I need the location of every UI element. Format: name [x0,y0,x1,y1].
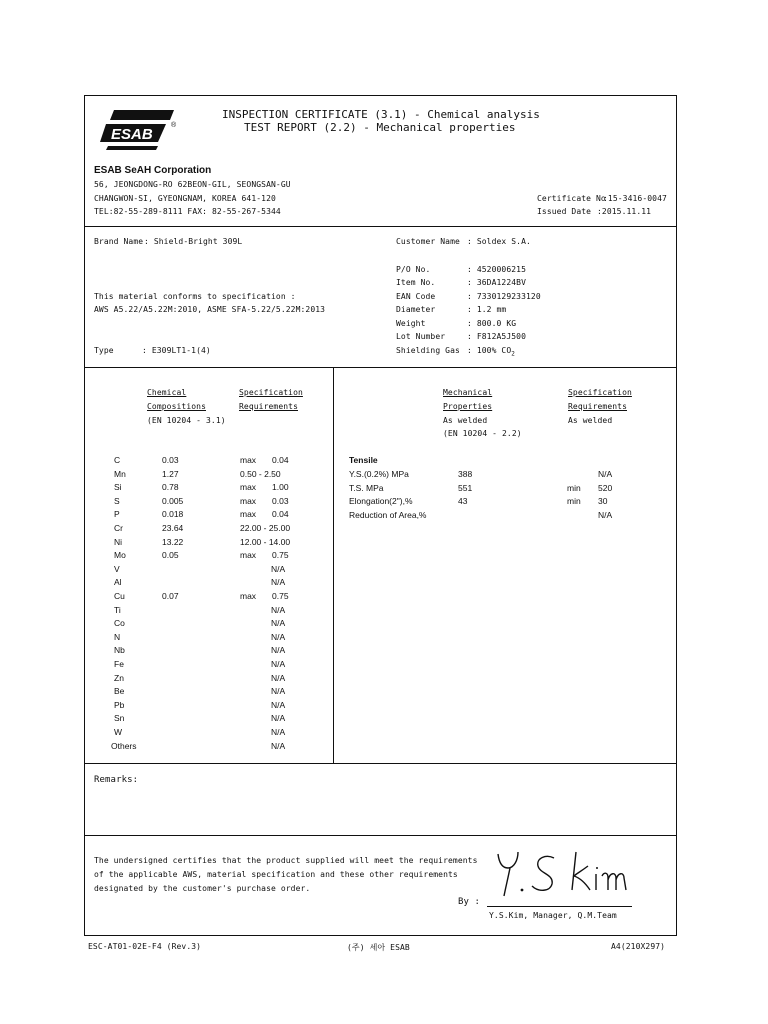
mech-spec-value: N/A [598,510,613,520]
by-label: By : [458,897,481,907]
mech-property: T.S. MPa [349,483,384,493]
po-value: : 4520006215 [467,265,526,274]
chem-value: 0.78 [162,482,179,492]
chem-element: Al [114,577,122,587]
logo-text: ESAB [111,126,153,143]
divider-remarks [84,835,677,836]
diameter-value: : 1.2 mm [467,305,507,314]
chem-spec-prefix: max [240,591,257,601]
mech-property: Elongation(2"),% [349,496,413,506]
chem-element: S [114,496,120,506]
ean-label: EAN Code [396,292,436,301]
chem-element: Others [111,741,137,751]
chem-head-chemical: Chemical [147,388,187,397]
chem-element: Mo [114,550,126,560]
divider-column [333,367,334,763]
mech-head-req: Requirements [568,402,627,411]
chem-element: Fe [114,659,124,669]
chem-value: 1.27 [162,469,179,479]
chem-spec-value: N/A [271,686,286,696]
ean-value: : 7330129233120 [467,292,541,301]
chem-spec-prefix: max [240,550,257,560]
chem-spec-value: N/A [271,577,286,587]
divider-header [84,226,677,227]
mech-spec-prefix: min [567,496,581,506]
chem-spec-prefix: max [240,509,257,519]
mech-head-properties: Properties [443,402,493,411]
chem-head-compositions: Compositions [147,402,206,411]
title-line2: TEST REPORT (2.2) - Mechanical properties [244,121,516,134]
chem-spec-value: 0.03 [272,496,289,506]
divider-product [84,367,677,368]
chem-element: Nb [114,645,125,655]
mech-spec-value: 520 [598,483,613,493]
certify-line1: The undersigned certifies that the product supplied will meet the requirements [94,856,478,865]
issued-value: :2015.11.11 [597,207,652,216]
chem-value: 13.22 [162,537,184,547]
conforms-line1: This material conforms to specification : [94,292,296,301]
gas-label: Shielding Gas [396,346,460,355]
handwritten-signature [492,846,642,902]
chem-spec-value: N/A [271,605,286,615]
chem-head-en: (EN 10204 - 3.1) [147,416,226,425]
conforms-line2: AWS A5.22/A5.22M:2010, ASME SFA-5.22/5.22M:2013 [94,305,326,314]
chem-value: 23.64 [162,523,184,533]
chem-value: 0.05 [162,550,179,560]
brand-label: Brand Name [94,237,144,246]
chem-element: Ti [114,605,121,615]
footer-paper-size: A4(210X297) [611,942,666,951]
chem-element: Mn [114,469,126,479]
esab-logo [100,108,178,152]
certify-line3: designated by the customer's purchase order. [94,884,311,893]
brand-value: : Shield-Bright 309L [144,237,243,246]
chem-spec-value: 1.00 [272,482,289,492]
signer-name: Y.S.Kim, Manager, Q.M.Team [489,911,617,920]
chem-element: Cu [114,591,125,601]
mech-property: Reduction of Area,% [349,510,427,520]
address-line1: 56, JEONGDONG-RO 62BEON-GIL, SEONGSAN-GU [94,180,291,189]
mech-value: 551 [458,483,473,493]
chem-spec-prefix: max [240,482,257,492]
mech-spec-prefix: min [567,483,581,493]
chem-element: Sn [114,713,125,723]
certify-line2: of the applicable AWS, material specification and these other requirements [94,870,458,879]
type-value: : E309LT1-1(4) [142,346,211,355]
chem-value: 0.005 [162,496,184,506]
chem-spec-value: N/A [271,632,286,642]
chem-element: Si [114,482,122,492]
chem-value: 0.03 [162,455,179,465]
mech-head-aswelded: As welded [443,416,488,425]
chem-value: 0.07 [162,591,179,601]
tel-fax: TEL:82-55-289-8111 FAX: 82-55-267-5344 [94,207,281,216]
chem-element: C [114,455,121,465]
lot-value: : F812A5J500 [467,332,526,341]
item-label: Item No. [396,278,436,287]
chem-element: P [114,509,120,519]
mech-head-en: (EN 10204 - 2.2) [443,429,522,438]
certificate-value: :15-3416-0047 [603,194,667,203]
remarks-label: Remarks: [94,775,139,785]
chem-spec-prefix: 22.00 - 25.00 [240,523,291,533]
divider-results [84,763,677,764]
item-value: : 36DA1224BV [467,278,526,287]
chem-spec-value: 0.75 [272,550,289,560]
customer-value: : Soldex S.A. [467,237,531,246]
chem-spec-value: N/A [271,727,286,737]
mech-spec-value: 30 [598,496,608,506]
footer-company: (주) 세아 ESAB [347,943,410,952]
chem-spec-prefix: max [240,455,257,465]
mech-spec-value: N/A [598,469,613,479]
chem-spec-prefix: 0.50 - 2.50 [240,469,281,479]
chem-spec-prefix: max [240,496,257,506]
mech-value: 388 [458,469,473,479]
chem-element: N [114,632,121,642]
chem-head-spec: Specification [239,388,303,397]
weight-label: Weight [396,319,426,328]
chem-spec-value: 0.04 [272,509,289,519]
chem-element: Pb [114,700,125,710]
chem-spec-value: N/A [271,741,286,751]
diameter-label: Diameter [396,305,436,314]
customer-label: Customer Name [396,237,460,246]
po-label: P/O No. [396,265,431,274]
mech-value: 43 [458,496,468,506]
chem-spec-value: N/A [271,659,286,669]
certificate-label: Certificate No [537,194,606,203]
chem-element: V [114,564,120,574]
chem-element: Co [114,618,125,628]
chem-spec-value: N/A [271,564,286,574]
chem-value: 0.018 [162,509,184,519]
address-line2: CHANGWON-SI, GYEONGNAM, KOREA 641-120 [94,194,276,203]
chem-spec-value: N/A [271,673,286,683]
gas-value: : 100% $CO_2$ [467,346,515,358]
company-name: ESAB SeAH Corporation [94,165,212,176]
title-line1: INSPECTION CERTIFICATE (3.1) - Chemical analysis [222,108,540,121]
chem-spec-value: 0.04 [272,455,289,465]
chem-spec-value: N/A [271,713,286,723]
chem-spec-value: N/A [271,618,286,628]
issued-label: Issued Date [537,207,592,216]
chem-element: W [114,727,123,737]
chem-element: Ni [114,537,123,547]
mech-head-aswelded2: As welded [568,416,613,425]
mech-head-mechanical: Mechanical [443,388,493,397]
type-label: Type [94,346,114,355]
chem-element: Be [114,686,125,696]
chem-spec-prefix: 12.00 - 14.00 [240,537,291,547]
chem-spec-value: N/A [271,645,286,655]
registered-mark: ® [171,122,177,129]
chem-element: Cr [114,523,123,533]
chem-spec-value: 0.75 [272,591,289,601]
mech-head-spec: Specification [568,388,632,397]
footer-form-code: ESC-AT01-02E-F4 (Rev.3) [88,942,202,951]
tensile-heading: Tensile [349,455,378,465]
signature-line [487,906,632,907]
chem-element: Zn [114,673,124,683]
mech-property: Y.S.(0.2%) MPa [349,469,409,479]
lot-label: Lot Number [396,332,446,341]
chem-head-req: Requirements [239,402,298,411]
weight-value: : 800.0 KG [467,319,517,328]
chem-spec-value: N/A [271,700,286,710]
